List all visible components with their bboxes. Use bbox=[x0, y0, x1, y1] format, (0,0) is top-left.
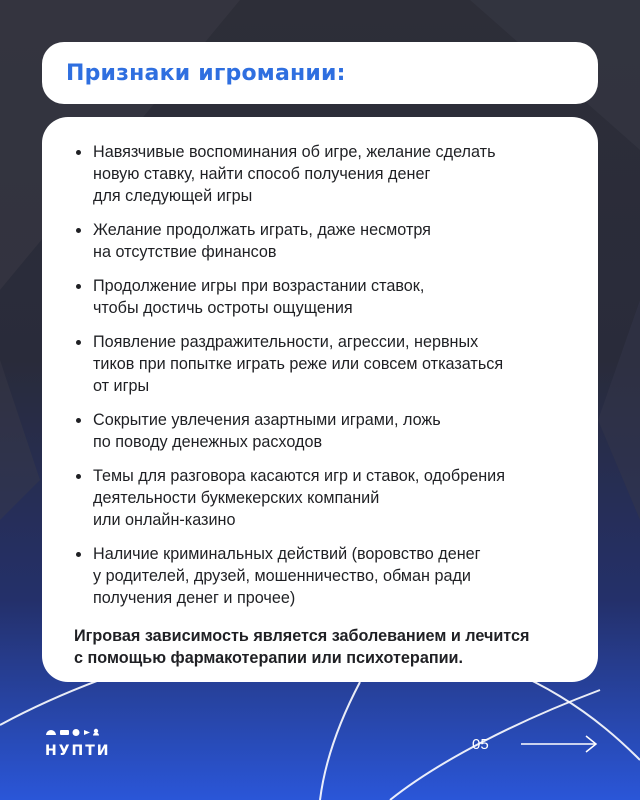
list-item bbox=[74, 543, 572, 609]
list-item-line: или онлайн-казино bbox=[93, 511, 236, 529]
list-item bbox=[74, 219, 572, 263]
list-item-line: деятельности букмекерских компаний bbox=[93, 489, 380, 507]
list-item-line: Темы для разговора касаются игр и ставок, одобрения bbox=[93, 467, 505, 485]
page-title: Признаки игромании: bbox=[66, 60, 346, 86]
list-item-line: чтобы достичь остроты ощущения bbox=[93, 299, 353, 317]
svg-text:НУПТИ: НУПТИ bbox=[45, 743, 111, 758]
list-item-line: новую ставку, найти способ получения денег bbox=[93, 165, 431, 183]
signs-list bbox=[74, 141, 572, 609]
list-item-line: Желание продолжать играть, даже несмотря bbox=[93, 221, 431, 239]
list-item-line: Сокрытие увлечения азартными играми, ложь bbox=[93, 411, 441, 429]
list-item-line: Наличие криминальных действий (воровство денег bbox=[93, 545, 481, 563]
list-item bbox=[74, 465, 572, 531]
title-card bbox=[42, 42, 598, 104]
list-item bbox=[74, 275, 572, 319]
content-card bbox=[42, 117, 598, 682]
list-item bbox=[74, 409, 572, 453]
list-item-line: Продолжение игры при возрастании ставок, bbox=[93, 277, 425, 295]
list-item-line: от игры bbox=[93, 377, 150, 395]
list-item-line: получения денег и прочее) bbox=[93, 589, 296, 607]
arrow-right-icon[interactable] bbox=[520, 734, 600, 754]
list-item-line: тиков при попытке играть реже или совсем отказаться bbox=[93, 355, 504, 373]
list-item-line: Навязчивые воспоминания об игре, желание сделать bbox=[93, 143, 496, 161]
conclusion-text bbox=[74, 625, 572, 669]
list-item bbox=[74, 141, 572, 207]
nupti-logo bbox=[44, 726, 114, 758]
list-item-line: для следующей игры bbox=[93, 187, 253, 205]
list-item-line: на отсутствие финансов bbox=[93, 243, 277, 261]
list-item-line: по поводу денежных расходов bbox=[93, 433, 323, 451]
list-item bbox=[74, 331, 572, 397]
page-number: 05 bbox=[472, 736, 489, 753]
list-item-line: у родителей, друзей, мошенничество, обман ради bbox=[93, 567, 471, 585]
conclusion-line: с помощью фармакотерапии или психотерапии. bbox=[74, 649, 464, 667]
list-item-line: Появление раздражительности, агрессии, нервных bbox=[93, 333, 479, 351]
conclusion-line: Игровая зависимость является заболеванием и лечится bbox=[74, 627, 530, 645]
